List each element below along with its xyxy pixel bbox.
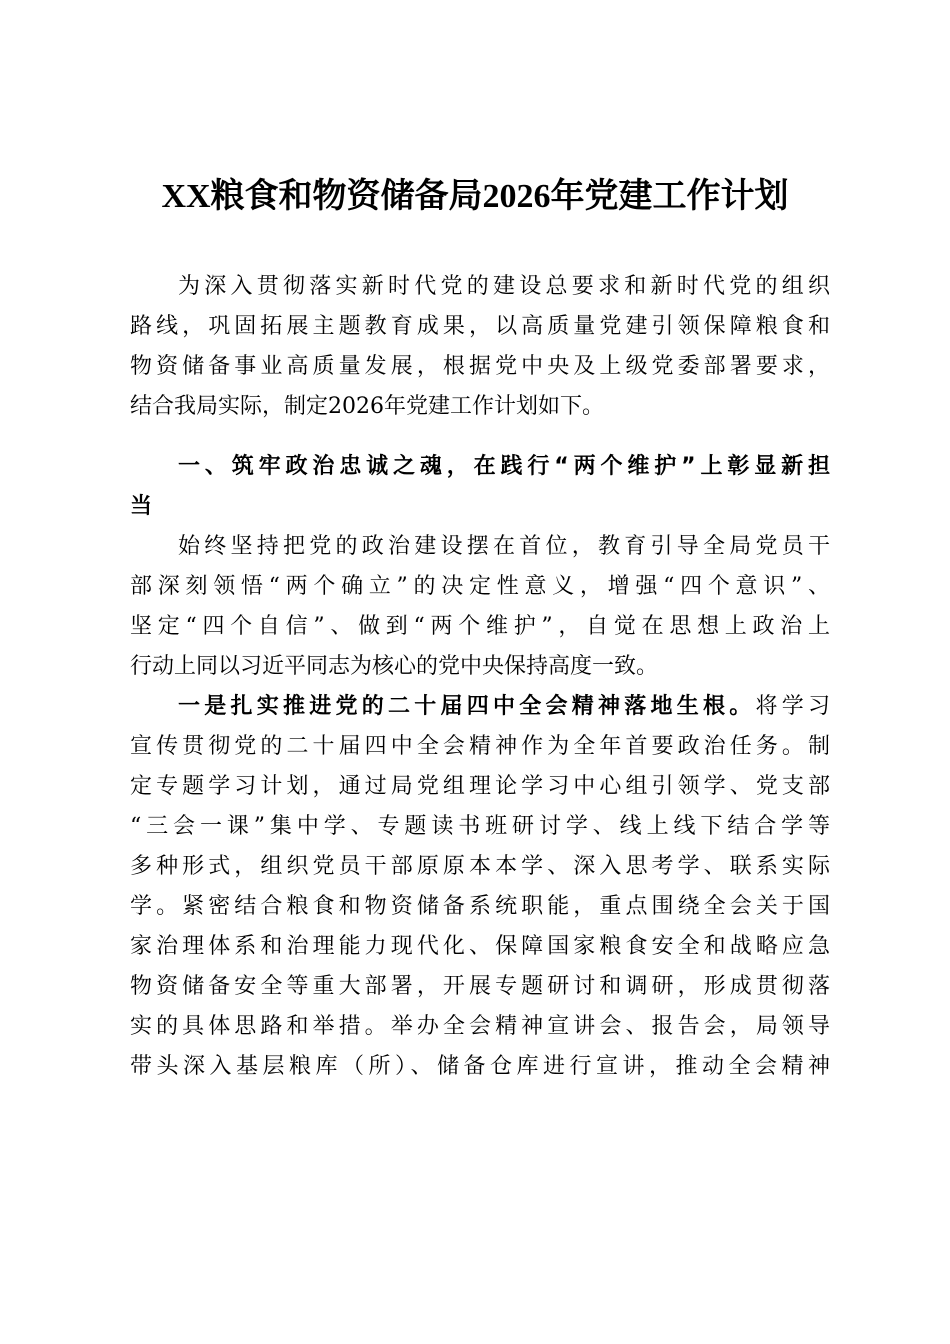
text-line: 坚定“四个自信”、做到“两个维护”，自觉在思想上政治上 (130, 614, 830, 639)
text-line: 始终坚持把党的政治建设摆在首位，教育引导全局党员干 (178, 534, 830, 559)
text-line: 当 (130, 494, 153, 519)
text-line: 为深入贯彻落实新时代党的建设总要求和新时代党的组织 (178, 274, 830, 299)
text-line: 一、筑牢政治忠诚之魂，在践行“两个维护”上彰显新担 (178, 454, 830, 479)
text-line: 结合我局实际，制定2026年党建工作计划如下。 (130, 394, 604, 419)
text-line: 部深刻领悟“两个确立”的决定性意义，增强“四个意识”、 (130, 574, 830, 599)
text-line: 实的具体思路和举措。举办全会精神宣讲会、报告会，局领导 (130, 1014, 830, 1039)
item-text: 将学习 (755, 694, 830, 719)
text-line: 行动上同以习近平同志为核心的党中央保持高度一致。 (130, 654, 659, 679)
text-line: 物资储备事业高质量发展，根据党中央及上级党委部署要求， (130, 354, 830, 379)
text-line: 带头深入基层粮库（所）、储备仓库进行宣讲，推动全会精神 (130, 1054, 830, 1079)
text-line (178, 687, 830, 727)
document-title: XX粮食和物资储备局2026年党建工作计划 (161, 178, 789, 215)
text-line: 家治理体系和治理能力现代化、保障国家粮食安全和战略应急 (130, 934, 830, 959)
text-line: “三会一课”集中学、专题读书班研讨学、线上线下结合学等 (130, 814, 830, 839)
text-line: 物资储备安全等重大部署，开展专题研讨和调研，形成贯彻落 (130, 974, 830, 999)
item-lead: 一是扎实推进党的二十届四中全会精神落地生根。 (178, 694, 756, 719)
text-line: 多种形式，组织党员干部原原本本学、深入思考学、联系实际 (130, 854, 830, 879)
text-line: 学。紧密结合粮食和物资储备系统职能，重点围绕全会关于国 (130, 894, 830, 919)
text-line: 定专题学习计划，通过局党组理论学习中心组引领学、党支部 (130, 774, 830, 799)
text-line: 宣传贯彻党的二十届四中全会精神作为全年首要政治任务。制 (130, 734, 830, 759)
text-line: 路线，巩固拓展主题教育成果，以高质量党建引领保障粮食和 (130, 314, 830, 339)
